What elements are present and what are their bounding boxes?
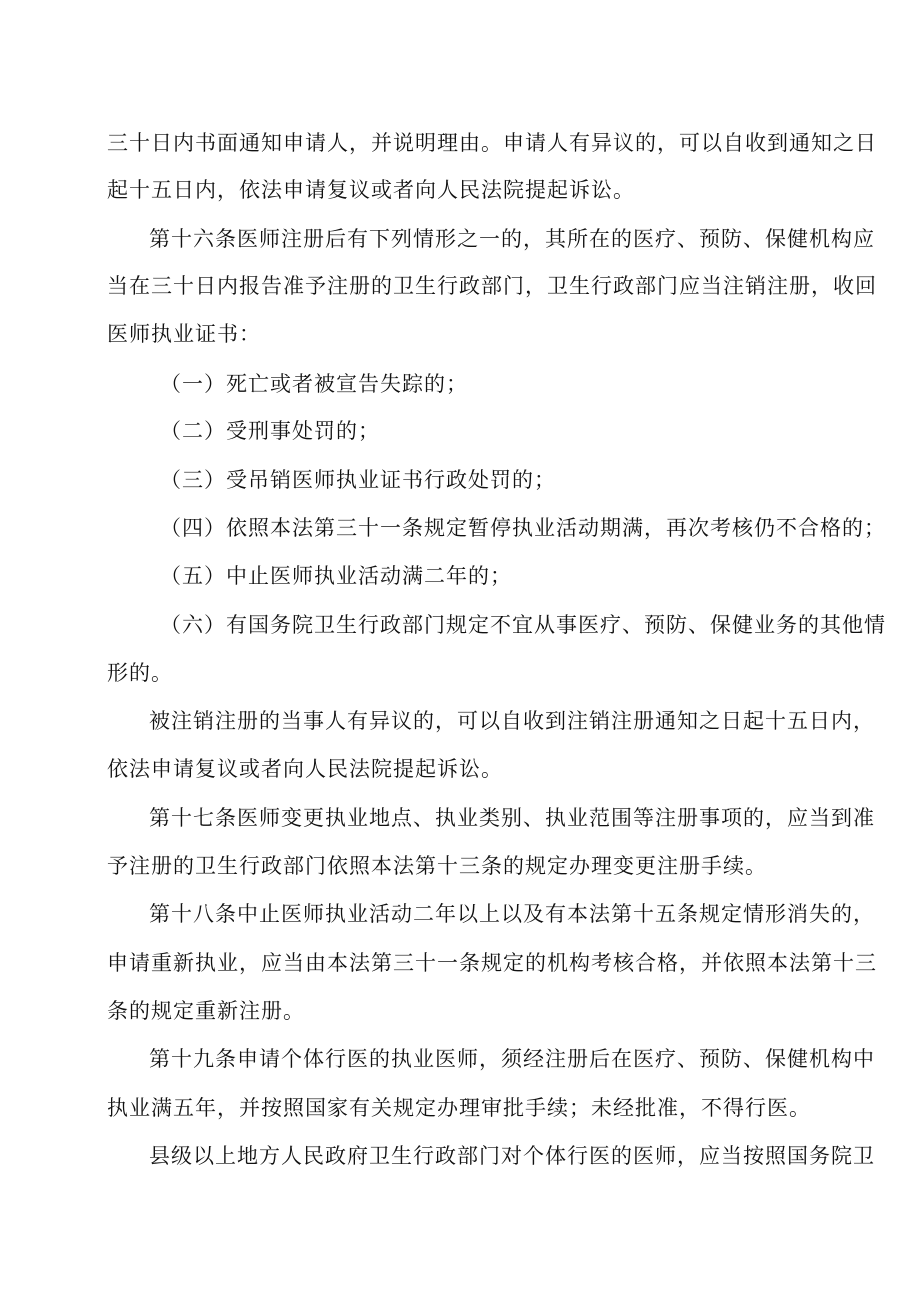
text-line: 医师执业证书： bbox=[107, 322, 261, 346]
list-item: （三）受吊销医师执业证书行政处罚的； bbox=[160, 468, 556, 492]
list-item: （六）有国务院卫生行政部门规定不宜从事医疗、预防、保健业务的其他情 bbox=[160, 613, 886, 637]
text-line: 第十九条申请个体行医的执业医师，须经注册后在医疗、预防、保健机构中 bbox=[149, 1047, 875, 1071]
text-line: 县级以上地方人民政府卫生行政部门对个体行医的医师，应当按照国务院卫 bbox=[149, 1144, 875, 1168]
text-line: 形的。 bbox=[107, 661, 173, 685]
text-line: 执业满五年，并按照国家有关规定办理审批手续；未经批准，不得行医。 bbox=[107, 1096, 811, 1120]
list-item: （一）死亡或者被宣告失踪的； bbox=[160, 372, 468, 396]
text-line: 申请重新执业，应当由本法第三十一条规定的机构考核合格，并依照本法第十三 bbox=[107, 951, 877, 975]
text-line: 三十日内书面通知申请人，并说明理由。申请人有异议的，可以自收到通知之日 bbox=[107, 131, 877, 155]
text-line: 当在三十日内报告准予注册的卫生行政部门，卫生行政部门应当注销注册，收回 bbox=[107, 274, 877, 298]
text-line: 条的规定重新注册。 bbox=[107, 999, 305, 1023]
text-line: 第十七条医师变更执业地点、执业类别、执业范围等注册事项的，应当到准 bbox=[149, 806, 875, 830]
list-item: （四）依照本法第三十一条规定暂停执业活动期满，再次考核仍不合格的； bbox=[160, 516, 886, 540]
text-line: 被注销注册的当事人有异议的，可以自收到注销注册通知之日起十五日内， bbox=[149, 709, 875, 733]
text-line: 予注册的卫生行政部门依照本法第十三条的规定办理变更注册手续。 bbox=[107, 854, 767, 878]
text-line: 第十六条医师注册后有下列情形之一的，其所在的医疗、预防、保健机构应 bbox=[149, 227, 875, 251]
list-item: （二）受刑事处罚的； bbox=[160, 419, 380, 443]
text-line: 起十五日内，依法申请复议或者向人民法院提起诉讼。 bbox=[107, 178, 635, 202]
text-line: 第十八条中止医师执业活动二年以上以及有本法第十五条规定情形消失的， bbox=[149, 902, 875, 926]
list-item: （五）中止医师执业活动满二年的； bbox=[160, 564, 512, 588]
text-line: 依法申请复议或者向人民法院提起诉讼。 bbox=[107, 757, 503, 781]
